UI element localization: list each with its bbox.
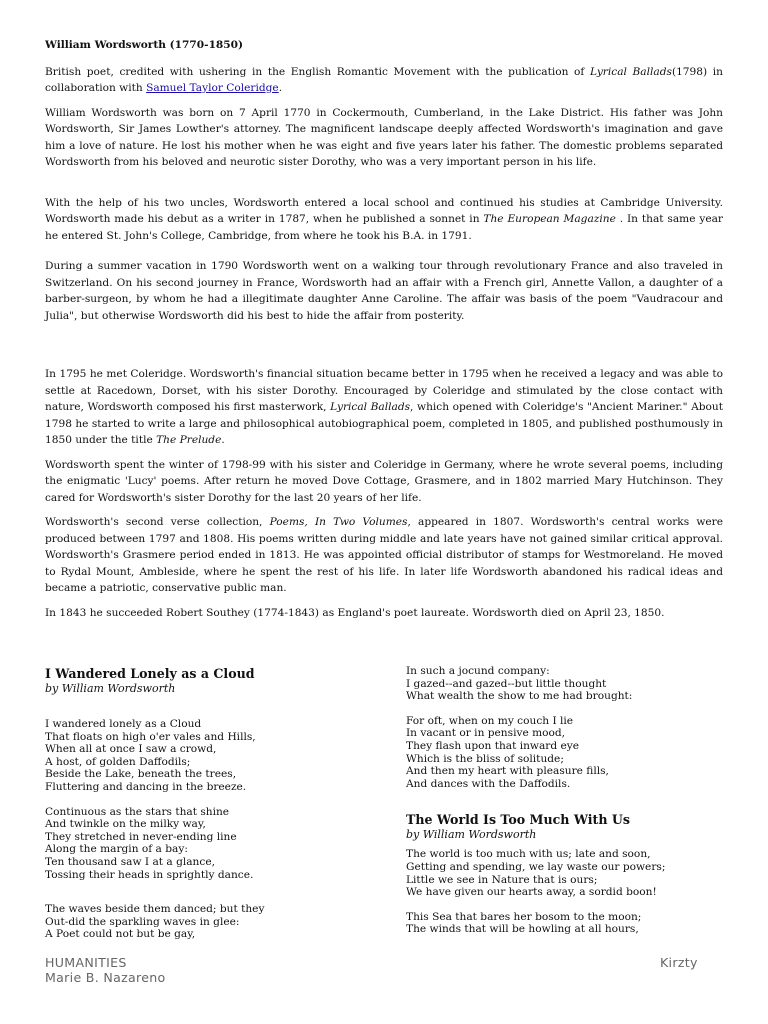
stanza (45, 903, 375, 941)
poem-column-right (406, 665, 736, 936)
poem-line: Beside the Lake, beneath the trees, (45, 768, 237, 781)
poem-line: The world is too much with us; late and soon, (406, 848, 651, 861)
bio-paragraph-later-works (45, 514, 723, 597)
poem-byline-world: by William Wordsworth (406, 828, 537, 842)
poem-line: And dances with the Daffodils. (406, 777, 571, 790)
poem-column-left (45, 666, 375, 941)
lyrical-ballads-title-2: Lyrical Ballads (330, 401, 411, 413)
stanza (45, 806, 375, 882)
bio-paragraph-birth: William Wordsworth was born on 7 April 1770 in Cockermouth, Cumberland, in the Lake District. His father was John Wordsworth, Sir James Lowther's attorney. The magnificent landscape deeply affected Wordsworth's imagination and gave him a love of nature. He lost his mother when he was eight and five years later his father. The domestic problems separated Wordsworth from his beloved and neurotic sister Dorothy, who was a very important person in his life. (45, 106, 723, 168)
poem-line: Out-did the sparkling waves in glee: (45, 915, 240, 928)
poem-line: For oft, when on my couch I lie (406, 714, 574, 727)
stanza (406, 848, 736, 898)
poem-title-world: The World Is Too Much With Us (406, 812, 630, 828)
bio-paragraph-france: During a summer vacation in 1790 Wordsworth went on a walking tour through revolutionary France and also traveled in Switzerland. On his second journey in France, Wordsworth had an affair with a French girl, Annette Vallon, a daughter of a barber-surgeon, by whom he had a illegitimate daughter Anne Caroline. The affair was basis of the poem "Vaudracour and Julia", but otherwise Wordsworth did his best to hide the affair from posterity. (45, 260, 723, 322)
bio-paragraph-coleridge (45, 366, 723, 449)
poem-line: Getting and spending, we lay waste our powers; (406, 860, 666, 873)
page-title: William Wordsworth (1770-1850) (45, 39, 244, 51)
poem-line: I gazed--and gazed--but little thought (406, 677, 607, 690)
poem-line: A host, of golden Daffodils; (45, 755, 191, 768)
stanza (406, 911, 736, 936)
bio-paragraph-germany: Wordsworth spent the winter of 1798-99 with his sister and Coleridge in Germany, where he wrote several poems, including the enigmatic 'Lucy' poems. After return he moved Dove Cottage, Grasmere, and in 1802 married Mary Hutchinson. They cared for Wordsworth's sister Dorothy for the last 20 years of her life. (45, 458, 723, 504)
poem-line: And twinkle on the milky way, (45, 818, 206, 831)
prelude-title: The Prelude (156, 434, 222, 446)
stanza (406, 715, 736, 791)
bio-paragraph-education (45, 195, 723, 245)
poem-line: What wealth the show to me had brought: (406, 690, 633, 703)
education-text-end: . In that same year he entered St. John's College, Cambridge, from where he took his B.A. in 1791. (45, 213, 723, 242)
intro-text: British poet, credited with ushering in the English Romantic Movement with the publication of (45, 65, 590, 78)
poem-line: Little we see in Nature that is ours; (406, 873, 598, 886)
poem-line: We have given our hearts away, a sordid boon! (406, 886, 657, 899)
poem-line: They stretched in never-ending line (45, 830, 237, 843)
poem-line: Along the margin of a bay: (45, 843, 188, 856)
biography-section (45, 37, 723, 621)
two-volumes-title: Poems, In Two Volumes (269, 516, 408, 528)
footer-name-right: Kirzty (660, 955, 698, 970)
european-magazine-title: The European Magazine (483, 213, 616, 225)
poem-line: The waves beside them danced; but they (45, 903, 265, 916)
bio-paragraph-laureate: In 1843 he succeeded Robert Southey (1774-1843) as England's poet laureate. Wordsworth died on April 23, 1850. (45, 606, 665, 619)
lyrical-ballads-title: Lyrical Ballads (589, 65, 672, 78)
poem-line: In vacant or in pensive mood, (406, 727, 566, 740)
poem-byline-daffodils: by William Wordsworth (45, 682, 176, 695)
intro-text-mid: (1798) in collaboration with (45, 65, 723, 94)
education-text: With the help of his two uncles, Wordsworth entered a local school and continued his studies at Cambridge University. Wordsworth made his debut as a writer in 1787, when he published a sonnet in (45, 196, 723, 225)
later-works-text: Wordsworth's second verse collection, (45, 516, 270, 528)
poem-line: Which is the bliss of solitude; (406, 752, 564, 765)
poem-line: This Sea that bares her bosom to the moon; (406, 910, 642, 923)
coleridge-text-mid: , which opened with Coleridge's "Ancient Mariner." About 1798 he started to write a large and philosophical autobiographical poem, completed in 1805, and published posthumously in 1850 under the title (45, 401, 724, 446)
poem-line: In such a jocund company: (406, 665, 550, 677)
poem-line: And then my heart with pleasure fills, (406, 765, 609, 778)
intro-text-end: . (278, 82, 283, 94)
poem-line: That floats on high o'er vales and Hills, (45, 730, 256, 743)
footer-author: Marie B. Nazareno (45, 970, 166, 985)
later-works-text-end: , appeared in 1807. Wordsworth's central works were produced between 1797 and 1808. His poems written during middle and late years have not gained similar critical approval. Wordsworth's Grasmere period ended in 1813. He was appointed official distributor of stamps for Westmoreland. He moved to Rydal Mount, Ambleside, where he spent the rest of his life. In later life Wordsworth abandoned his radical ideas and became a patriotic, conservative public man. (45, 516, 723, 594)
poem-line: A Poet could not but be gay, (45, 928, 196, 941)
coleridge-link[interactable]: Samuel Taylor Coleridge (146, 82, 279, 94)
poem-title-daffodils: I Wandered Lonely as a Cloud (45, 666, 255, 681)
poem-line: I wandered lonely as a Cloud (45, 718, 202, 730)
poem-line: When all at once I saw a crowd, (45, 743, 217, 756)
coleridge-text-end: . (221, 434, 225, 446)
stanza (406, 665, 736, 703)
intro-paragraph (45, 64, 723, 97)
footer-subject: HUMANITIES (45, 955, 127, 970)
poem-line: Tossing their heads in sprightly dance. (45, 868, 254, 881)
stanza (45, 718, 375, 794)
poem-line: The winds that will be howling at all hours, (406, 923, 639, 936)
coleridge-text: In 1795 he met Coleridge. Wordsworth's financial situation became better in 1795 when he received a legacy and was able to settle at Racedown, Dorset, with his sister Dorothy. Encouraged by Coleridge and stimulated by the close contact with nature, Wordsworth composed his first masterwork, (45, 368, 723, 413)
poem-line: They flash upon that inward eye (406, 739, 580, 752)
poem-line: Continuous as the stars that shine (45, 805, 230, 818)
poem-line: Ten thousand saw I at a glance, (45, 855, 215, 868)
poem-line: Fluttering and dancing in the breeze. (45, 780, 247, 793)
